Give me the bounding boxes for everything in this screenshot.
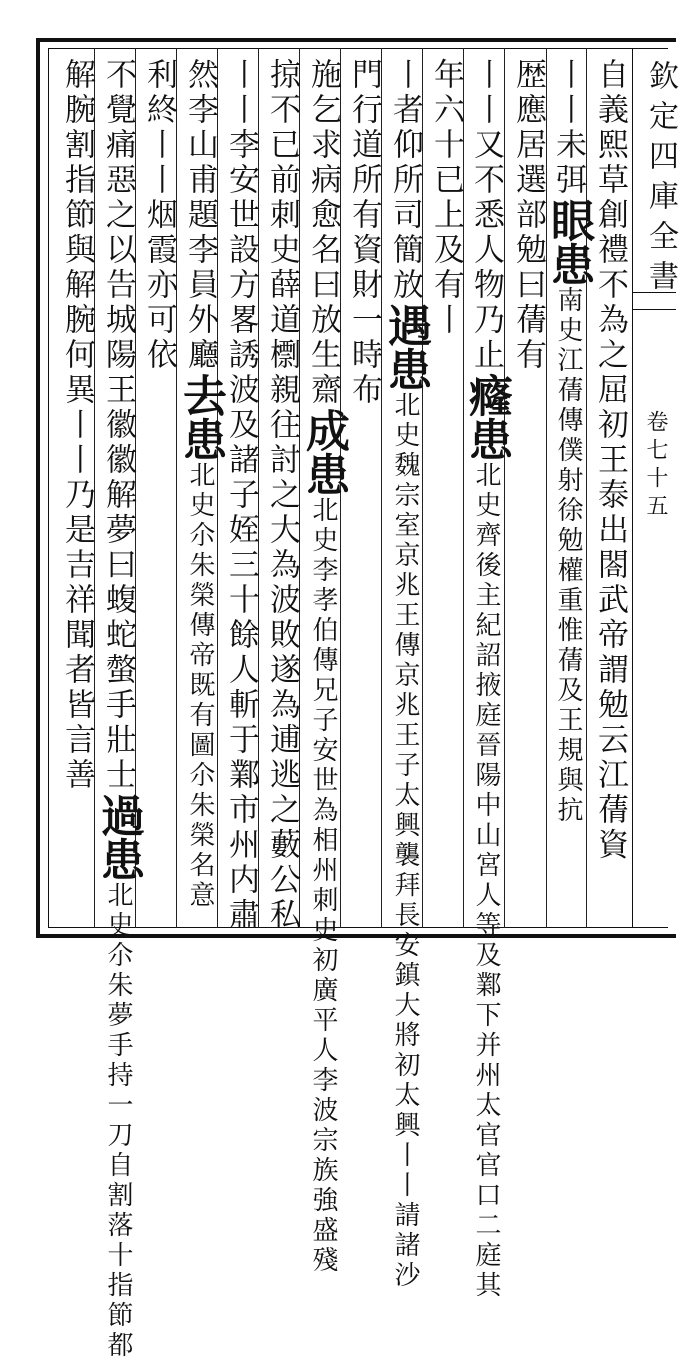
column-text: 解腕割指節與解腕何異丨丨乃是吉祥聞者皆言善 — [59, 58, 95, 793]
text-column-4 — [461, 58, 512, 1301]
column-text: 丨丨未弭 — [550, 58, 586, 198]
column-text: 丨丨李安世設方畧誘波及諸子姪三十餘人斬于鄴市州内肅 — [223, 58, 259, 933]
text-column-9 — [262, 58, 302, 933]
entry-headword: 遇患 — [380, 303, 431, 391]
column-text: 年六十已上及有丨 — [428, 58, 464, 338]
entry-note: 南史江蒨傳僕射徐勉權重惟蒨及王規與抗 — [553, 286, 583, 826]
entry-headword: 成患 — [298, 408, 349, 496]
column-text: 丨者仰所司簡放 — [387, 58, 423, 303]
entry-note: 北史尒朱夢手持一刀自割落十指節都 — [103, 881, 133, 1361]
text-column-10 — [221, 58, 261, 933]
text-column-3 — [508, 58, 548, 373]
column-text: 然李山甫題李員外廳 — [182, 58, 218, 373]
entry-note: 北史齊後主紀詔掖庭晉陽中山宮人等及鄴下并州太官官口二庭其 — [471, 461, 501, 1301]
entry-note: 北史尒朱榮傳帝既有圖尒朱榮名意 — [185, 461, 215, 911]
margin-divider — [632, 292, 676, 310]
text-column-8 — [298, 58, 349, 1276]
entry-note: 北史魏宗室京兆王傳京兆王子太興襲拜長安鎮大將初太興丨丨請諸沙 — [390, 391, 420, 1291]
text-column-13 — [93, 58, 144, 1361]
text-column-1 — [590, 58, 630, 863]
entry-note: 北史李孝伯傳兄子安世為相州刺史初廣平人李波宗族強盛殘 — [308, 496, 338, 1276]
column-text: 自義熙草創禮不為之屈初王泰出閤武帝謂勉云江蒨資 — [592, 58, 628, 863]
book-title: 欽定四庫全書 — [643, 60, 678, 300]
text-column-12 — [139, 58, 179, 373]
column-text: 丨丨又不悉人物乃止 — [468, 58, 504, 373]
entry-headword: 去患 — [175, 373, 226, 461]
column-text: 利終丨丨烟霞亦可依 — [141, 58, 177, 373]
column-text: 不覺痛惡之以告城陽王徽徽解夢曰蝮蛇螫手壯士 — [100, 58, 136, 793]
text-column-7 — [344, 58, 384, 408]
text-column-5 — [426, 58, 466, 338]
text-column-2 — [543, 58, 594, 826]
column-text: 歴應居選部勉曰蒨有 — [510, 58, 546, 373]
entry-headword: 癃患 — [461, 373, 512, 461]
entry-headword: 眼患 — [543, 198, 594, 286]
column-text: 門行道所有資財一時布 — [346, 58, 382, 408]
chapter-label: 卷七十五 — [643, 410, 668, 522]
text-column-11 — [175, 58, 226, 911]
column-text: 掠不已前刺史薛道檦親往討之大為波敗遂為逋逃之藪公私 — [264, 58, 300, 933]
text-column-6 — [380, 58, 431, 1291]
entry-headword: 過患 — [93, 793, 144, 881]
column-text: 施乞求病愈名曰放生齋 — [305, 58, 341, 408]
text-column-14 — [57, 58, 97, 793]
